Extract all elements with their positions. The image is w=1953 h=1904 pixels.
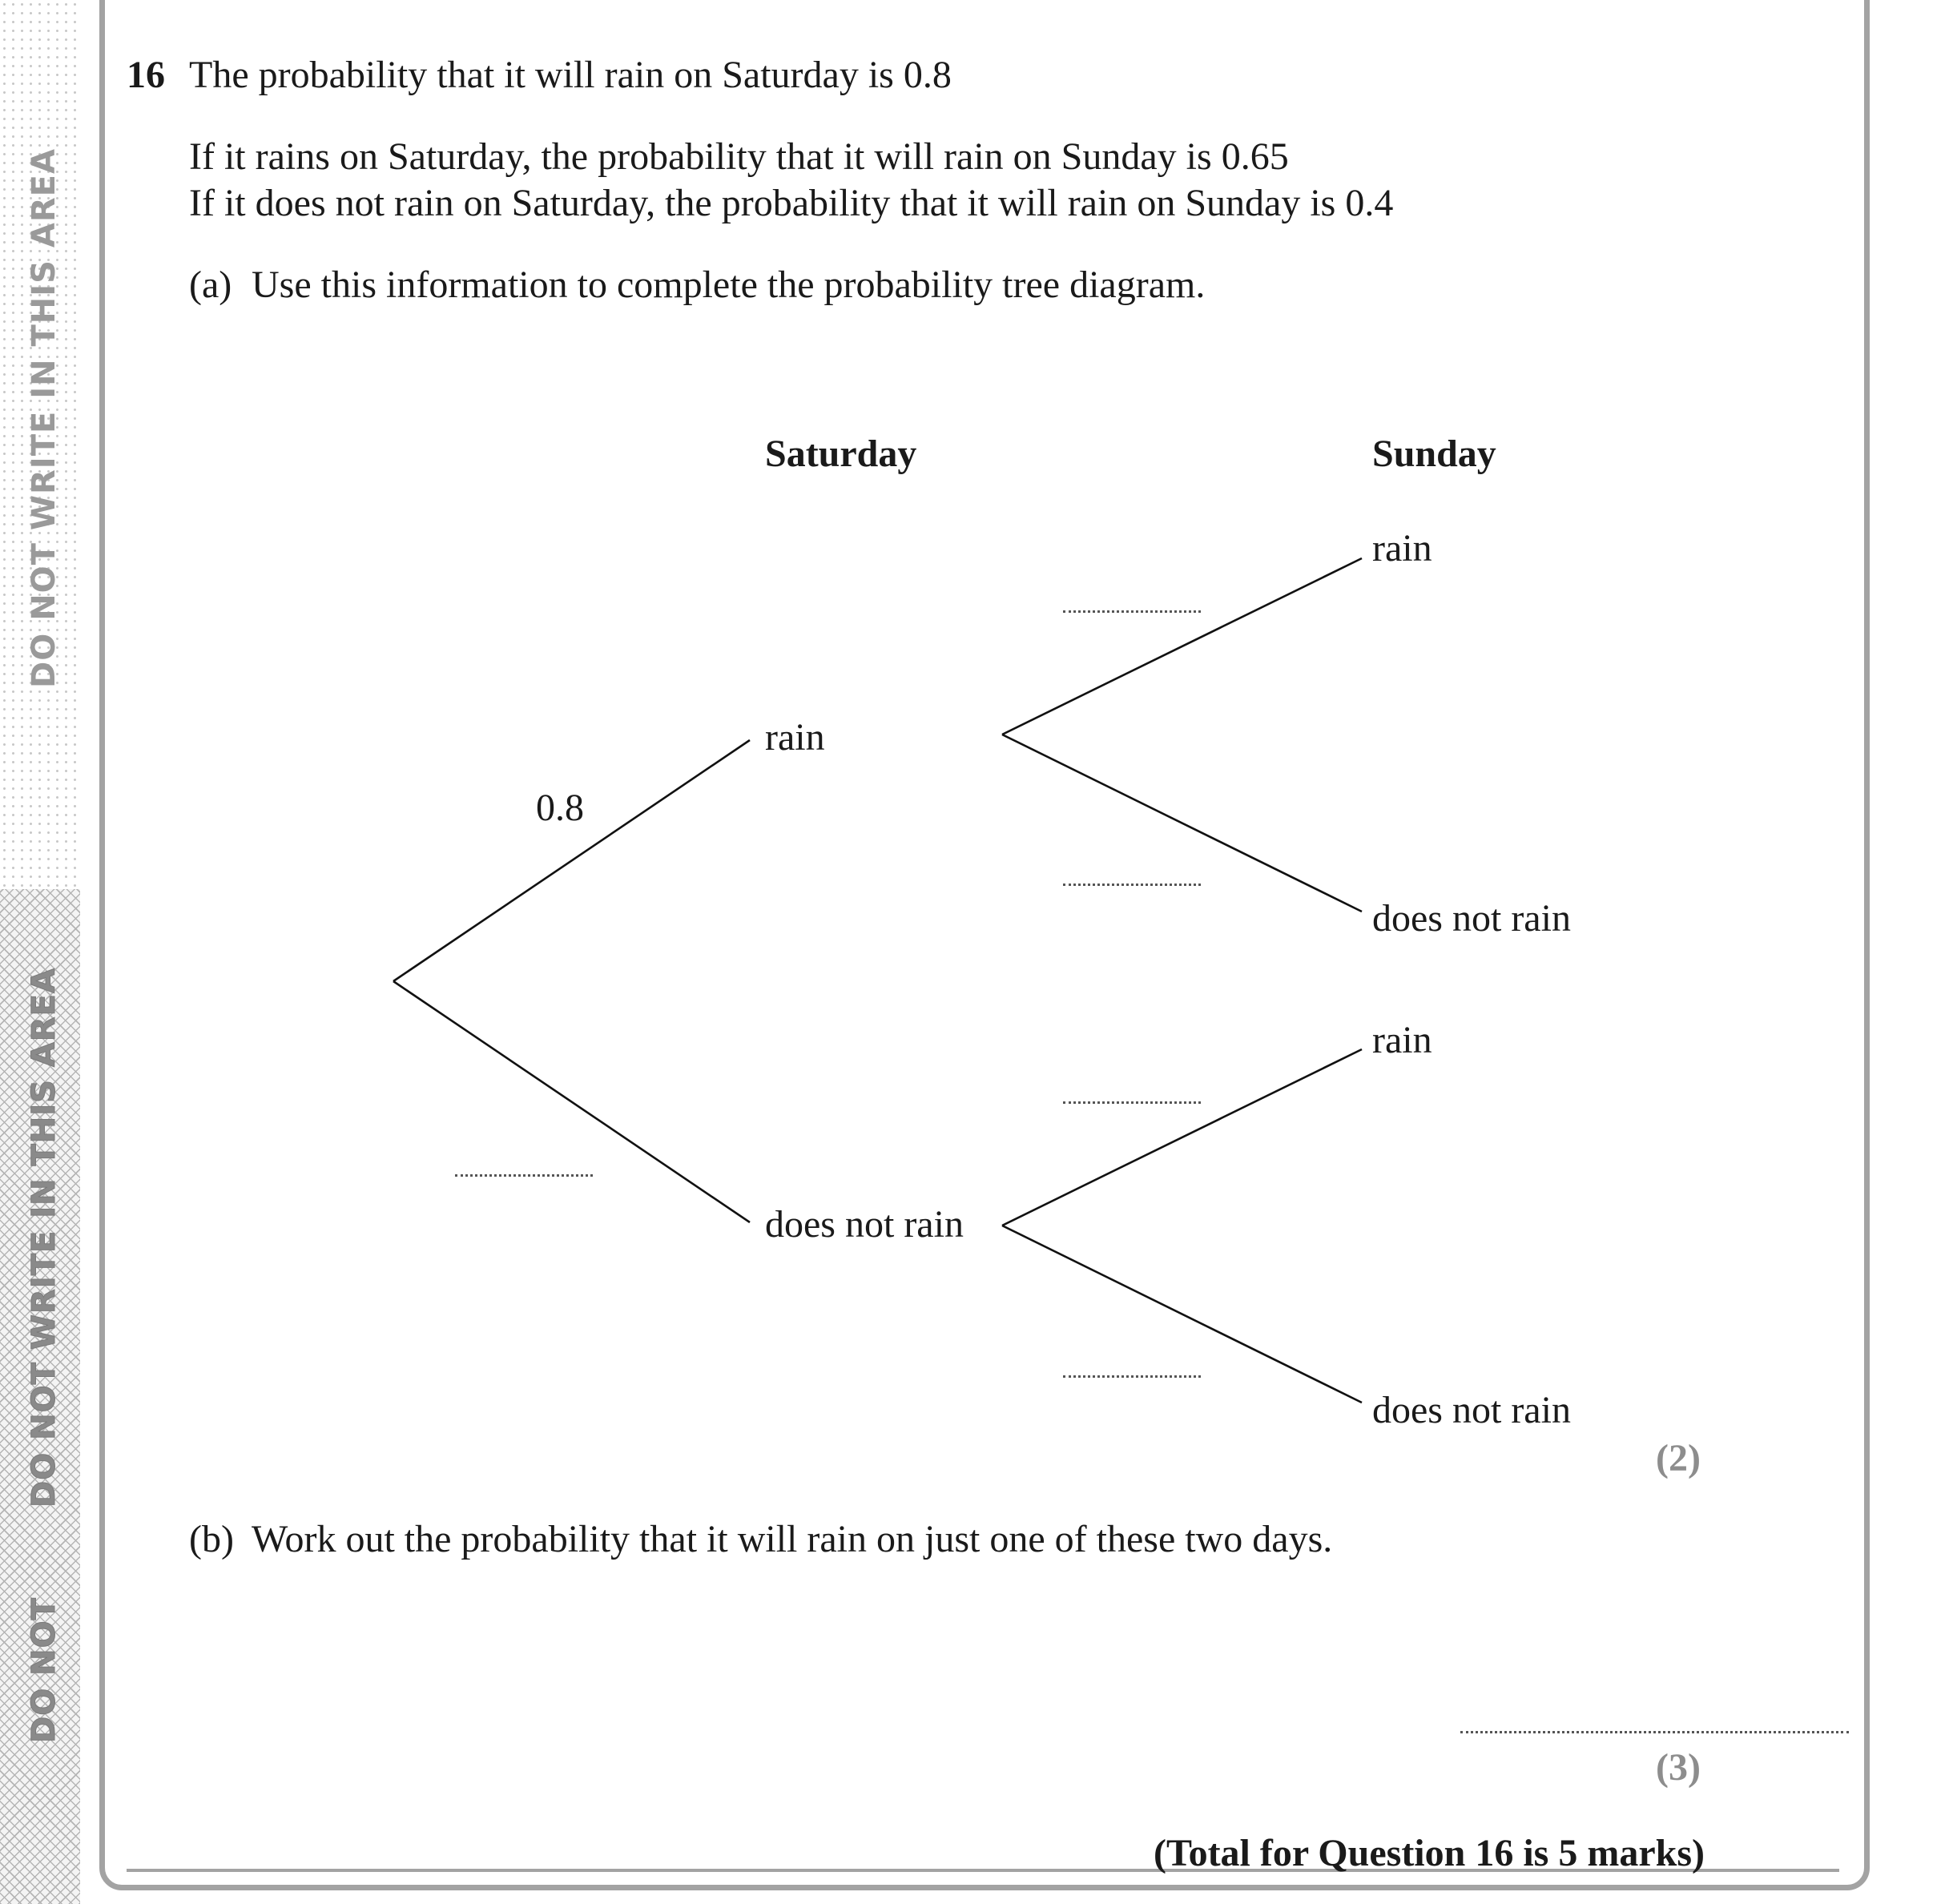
answer-blank-norain-not-rain[interactable]: [1063, 1375, 1201, 1378]
margin-warning-middle: DO NOT WRITE IN THIS AREA: [26, 968, 62, 1508]
answer-blank-rain-rain[interactable]: [1063, 610, 1201, 613]
part-a-text: Use this information to complete the probability tree diagram.: [252, 264, 1206, 306]
heading-sunday: Sunday: [1372, 433, 1496, 475]
sun-rain-label-2: rain: [1372, 1019, 1432, 1061]
margin-warning-top: DO NOT WRITE IN THIS AREA: [26, 148, 62, 688]
answer-line-part-b[interactable]: [1460, 1731, 1849, 1733]
heading-saturday: Saturday: [765, 433, 917, 475]
part-b-label: (b): [189, 1518, 234, 1560]
answer-blank-sat-not-rain[interactable]: [455, 1174, 593, 1177]
answer-blank-rain-not-rain[interactable]: [1063, 884, 1201, 886]
branch-sat-rain: [393, 740, 750, 981]
part-a-marks: (2): [1656, 1437, 1701, 1479]
sun-rain-label-1: rain: [1372, 527, 1432, 570]
sun-not-rain-label-1: does not rain: [1372, 897, 1571, 940]
part-b-text: Work out the probability that it will rain on just one of these two days.: [252, 1518, 1333, 1560]
branch-rain-sun-rain: [1002, 558, 1362, 735]
part-a-label: (a): [189, 264, 232, 306]
question-number: 16: [127, 54, 165, 96]
branch-norain-sun-rain: [1002, 1049, 1362, 1226]
info-line-2: If it does not rain on Saturday, the probability that it will rain on Sunday is 0.4: [189, 182, 1394, 224]
sat-not-rain-label: does not rain: [765, 1203, 964, 1246]
margin-warning-bottom: DO NOT: [26, 1597, 62, 1743]
total-marks: (Total for Question 16 is 5 marks): [1153, 1832, 1705, 1874]
sun-not-rain-label-2: does not rain: [1372, 1389, 1571, 1431]
sat-rain-probability: 0.8: [536, 787, 584, 829]
branch-sat-not-rain: [393, 981, 750, 1222]
question-stem: The probability that it will rain on Saturday is 0.8: [189, 54, 952, 96]
info-line-1: If it rains on Saturday, the probability that it will rain on Sunday is 0.65: [189, 135, 1289, 178]
answer-blank-norain-rain[interactable]: [1063, 1101, 1201, 1104]
sat-rain-label: rain: [765, 716, 825, 759]
part-b-marks: (3): [1656, 1746, 1701, 1789]
